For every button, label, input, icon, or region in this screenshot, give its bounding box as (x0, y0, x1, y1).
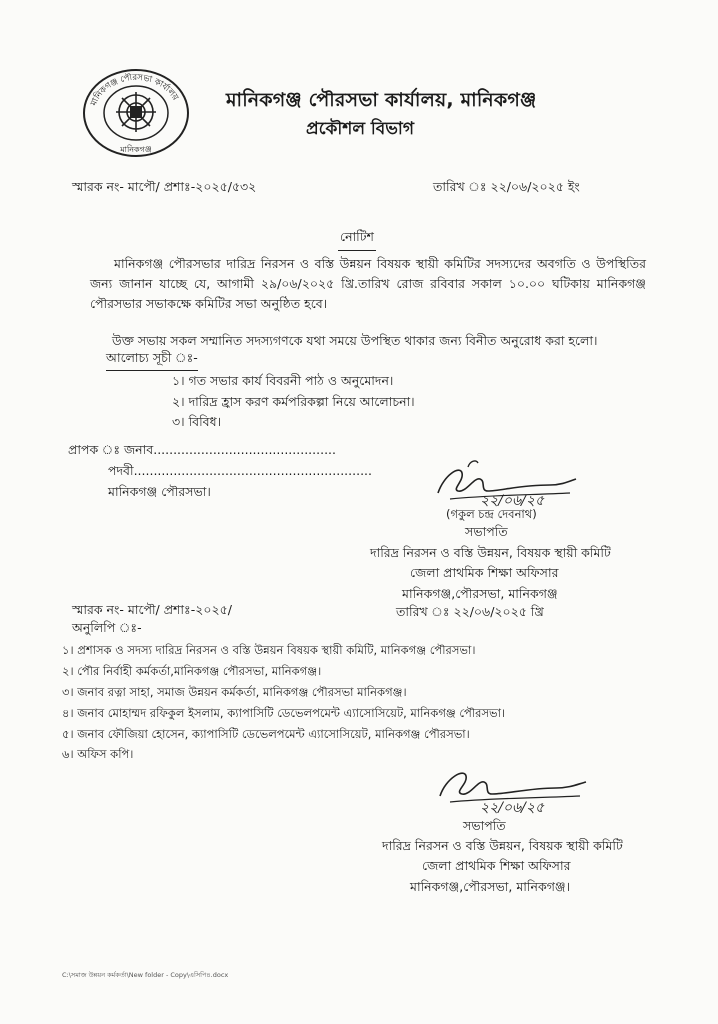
copy-item: ১। প্রশাসক ও সদস্য দারিদ্র নিরসন ও বস্তি উন্নয়ন বিষয়ক স্থায়ী কমিটি, মানিকগঞ্জ পৌরসভা। (62, 643, 476, 657)
file-path: C:\সমাজ উন্নয়ন কর্মকর্তা\New folder - Copy\এসিপি৪.docx (62, 971, 229, 979)
notice-paragraph: মানিকগঞ্জ পৌরসভার দারিদ্র নিরসন ও বস্তি উন্নয়ন বিষয়ক স্থায়ী কমিটির সদস্যদের অবগতি ও উপস্থিতির জন্য জানান যাচ্ছে যে, আগামী ২৯/০৬/২০২৫ খ্রি.তারিখ রোজ রবিবার সকাল ১০.০০ ঘটিকায় মানিকগঞ্জ পৌরসভার সভাকক্ষে কমিটির সভা অনুষ্ঠিত হবে। (90, 256, 646, 311)
committee-name: দারিদ্র নিরসন ও বস্তি উন্নয়ন, বিষয়ক স্থায়ী কমিটি (370, 545, 611, 560)
recipient-name-line: প্রাপক ঃ জনাব.............................................. (68, 442, 336, 457)
memo-number: স্মারক নং- মাপৌ/ প্রশাঃ-২০২৫/৫৩২ (72, 179, 257, 194)
copies-label: অনুলিপি ঃ- (72, 620, 142, 635)
chairman-role: সভাপতি (465, 524, 508, 539)
municipality-seal (80, 66, 192, 160)
svg-text:মানিকগঞ্জ: মানিকগঞ্জ (120, 145, 152, 154)
signature-2 (430, 760, 590, 820)
svg-text:২২/০৬/২৫: ২২/০৬/২৫ (480, 800, 545, 816)
department-heading: প্রকৌশল বিভাগ (306, 119, 414, 139)
chairman-office-2: জেলা প্রাথমিক শিক্ষা অফিসার (422, 858, 571, 873)
recipient-org: মানিকগঞ্জ পৌরসভা। (108, 484, 211, 499)
memo2-number: স্মারক নং- মাপৌ/ প্রশাঃ-২০২৫/ (72, 602, 232, 617)
chairman-name: (গকুল চন্দ্র দেবনাথ) (446, 507, 537, 521)
chairman-office: জেলা প্রাথমিক শিক্ষা অফিসার (410, 565, 559, 580)
chairman-role-2: সভাপতি (463, 818, 506, 833)
svg-text:২২/০৬/২৫: ২২/০৬/২৫ (480, 493, 545, 509)
signature-date: তারিখ ঃ ২২/০৬/২০২৫ খ্রি (396, 604, 544, 619)
svg-text:মানিকগঞ্জ পৌরসভা কার্যালয়: মানিকগঞ্জ পৌরসভা কার্যালয় (88, 72, 181, 108)
office-heading: মানিকগঞ্জ পৌরসভা কার্যালয়, মানিকগঞ্জ (226, 89, 537, 111)
agenda-item: ১। গত সভার কার্য বিবরনী পাঠ ও অনুমোদন। (172, 373, 394, 388)
agenda-label: আলোচ্য সূচী ঃ- (106, 350, 198, 371)
copy-item: ৩। জনাব রত্না সাহা, সমাজ উন্নয়ন কর্মকর্তা, মানিকগঞ্জ পৌরসভা মানিকগঞ্জ। (62, 685, 407, 699)
copy-item: ২। পৌর নির্বাহী কর্মকর্তা,মানিকগঞ্জ পৌরসভা, মানিকগঞ্জ। (62, 664, 322, 678)
agenda-item: ২। দারিদ্র হ্রাস করণ কর্মপরিকল্পা নিয়ে আলোচনা। (172, 394, 415, 409)
copy-item: ৬। অফিস কপি। (62, 747, 134, 761)
recipient-designation-line: পদবী............................................................ (108, 463, 372, 478)
memo-date: তারিখ ঃ ২২/০৬/২০২৫ ইং (433, 179, 580, 194)
request-paragraph: উক্ত সভায় সকল সম্মানিত সদস্যগণকে যথা সময়ে উপস্থিত থাকার জন্য বিনীত অনুরোধ করা হলো। (112, 333, 598, 348)
copy-item: ৪। জনাব মোহাম্মদ রফিকুল ইসলাম, ক্যাপাসিটি ডেভেলপমেন্ট এ্যাসোসিয়েট, মানিকগঞ্জ পৌরসভা। (62, 706, 506, 720)
chairman-place-2: মানিকগঞ্জ,পৌরসভা, মানিকগঞ্জ। (410, 879, 571, 894)
committee-name-2: দারিদ্র নিরসন ও বস্তি উন্নয়ন, বিষয়ক স্থায়ী কমিটি (382, 838, 623, 853)
chairman-place: মানিকগঞ্জ,পৌরসভা, মানিকগঞ্জ (402, 586, 558, 601)
agenda-item: ৩। বিবিধ। (172, 414, 222, 429)
signature-1 (430, 455, 580, 510)
notice-title: নোটিশ (338, 229, 376, 251)
copy-item: ৫। জনাব ফৌজিয়া হোসেন, ক্যাপাসিটি ডেভেলপমেন্ট এ্যাসোসিয়েট, মানিকগঞ্জ পৌরসভা। (62, 727, 470, 741)
